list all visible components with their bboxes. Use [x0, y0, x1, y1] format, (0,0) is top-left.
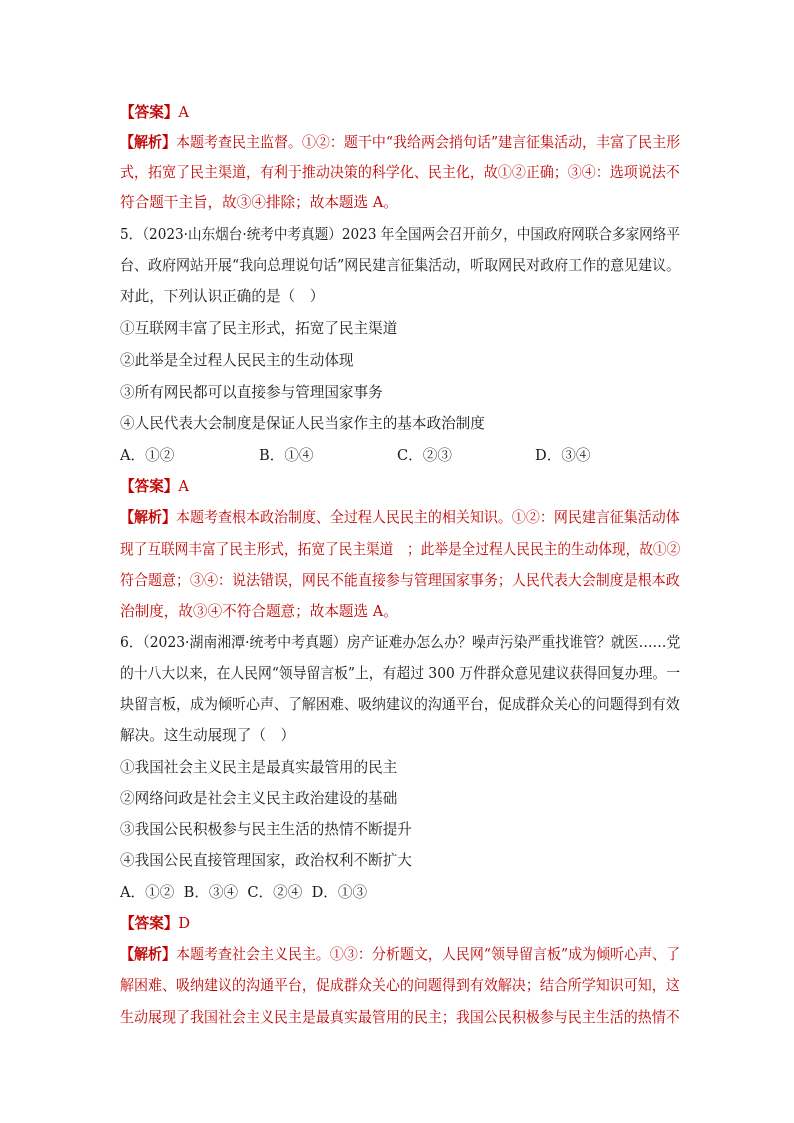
question-stem: 的十八大以来，在人民网“领导留言板”上，有超过 300 万件群众意见建议获得回复办理。一 [120, 665, 681, 682]
options-row: A．①② B．③④ C．②④ D．①③ [120, 884, 368, 901]
statement-3: ③所有网民都可以直接参与管理国家事务 [120, 384, 383, 401]
analysis-label: 【解析】 [120, 134, 176, 151]
answer-value: A [178, 478, 189, 495]
answer-label: 【答案】 [120, 915, 179, 932]
statement-2: ②此举是全过程人民民主的生动体现 [120, 352, 354, 369]
question-stem: 5．（2023·山东烟台·统考中考真题）2023 年全国两会召开前夕，中国政府网联合多家网络平 [120, 226, 680, 243]
question-stem: 对此，下列认识正确的是（ ） [120, 288, 325, 305]
analysis-text: 本题考查社会主义民主。①③：分析题文，人民网“领导留言板”成为倾听心声、了 [175, 946, 681, 963]
analysis-text: 符合题干主旨，故③④排除；故本题选 A。 [120, 194, 398, 211]
analysis-label: 【解析】 [120, 946, 176, 963]
statement-4: ④我国公民直接管理国家，政治权利不断扩大 [120, 852, 412, 869]
analysis-text: 符合题意；③④：说法错误，网民不能直接参与管理国家事务；人民代表大会制度是根本政 [120, 572, 680, 589]
analysis-text: 式，拓宽了民主渠道，有利于推动决策的科学化、民主化，故①②正确；③④：选项说法不 [120, 164, 680, 181]
question-stem: 块留言板，成为倾听心声、了解困难、吸纳建议的沟通平台，促成群众关心的问题得到有效 [120, 696, 680, 713]
analysis-text: 现了互联网丰富了民主形式，拓宽了民主渠道 ；此举是全过程人民民主的生动体现，故①② [120, 541, 681, 558]
answer-label: 【答案】 [120, 478, 179, 495]
option-b: B．①④ [259, 447, 314, 464]
question-stem: 6．（2023·湖南湘潭·统考中考真题）房产证难办怎么办？噪声污染严重找谁管？就医……党 [120, 634, 681, 651]
analysis-label: 【解析】 [120, 509, 176, 526]
question-stem: 台、政府网站开展“我向总理说句话”网民建言征集活动，听取网民对政府工作的意见建议。 [120, 257, 681, 274]
statement-3: ③我国公民积极参与民主生活的热情不断提升 [120, 821, 412, 838]
answer-line [120, 914, 190, 934]
answer-line [120, 103, 189, 123]
analysis-text: 治制度，故③④不符合题意；故本题选 A。 [120, 603, 398, 620]
analysis-line [120, 508, 680, 528]
options-row [120, 446, 680, 466]
option-d: D．③④ [535, 447, 591, 464]
answer-line [120, 477, 189, 497]
analysis-line [120, 945, 680, 965]
analysis-line [120, 133, 680, 153]
question-stem: 解决。这生动展现了（ ） [120, 727, 296, 744]
answer-label: 【答案】 [120, 104, 179, 121]
option-a: A．①② [120, 447, 175, 464]
answer-value: A [178, 104, 189, 121]
statement-1: ①我国社会主义民主是最真实最管用的民主 [120, 759, 398, 776]
analysis-text: 本题考查根本政治制度、全过程人民民主的相关知识。①②：网民建言征集活动体 [175, 509, 680, 526]
statement-1: ①互联网丰富了民主形式，拓宽了民主渠道 [120, 320, 398, 337]
statement-4: ④人民代表大会制度是保证人民当家作主的基本政治制度 [120, 415, 485, 432]
analysis-text: 本题考查民主监督。①②：题干中“我给两会捎句话”建言征集活动，丰富了民主形 [175, 134, 681, 151]
statement-2: ②网络问政是社会主义民主政治建设的基础 [120, 790, 398, 807]
analysis-text: 解困难、吸纳建议的沟通平台，促成群众关心的问题得到有效解决；结合所学知识可知，这 [120, 977, 680, 994]
answer-value: D [178, 915, 191, 932]
option-c: C．②③ [397, 447, 452, 464]
analysis-text: 生动展现了我国社会主义民主是最真实最管用的民主；我国公民积极参与民主生活的热情不 [120, 1009, 680, 1026]
